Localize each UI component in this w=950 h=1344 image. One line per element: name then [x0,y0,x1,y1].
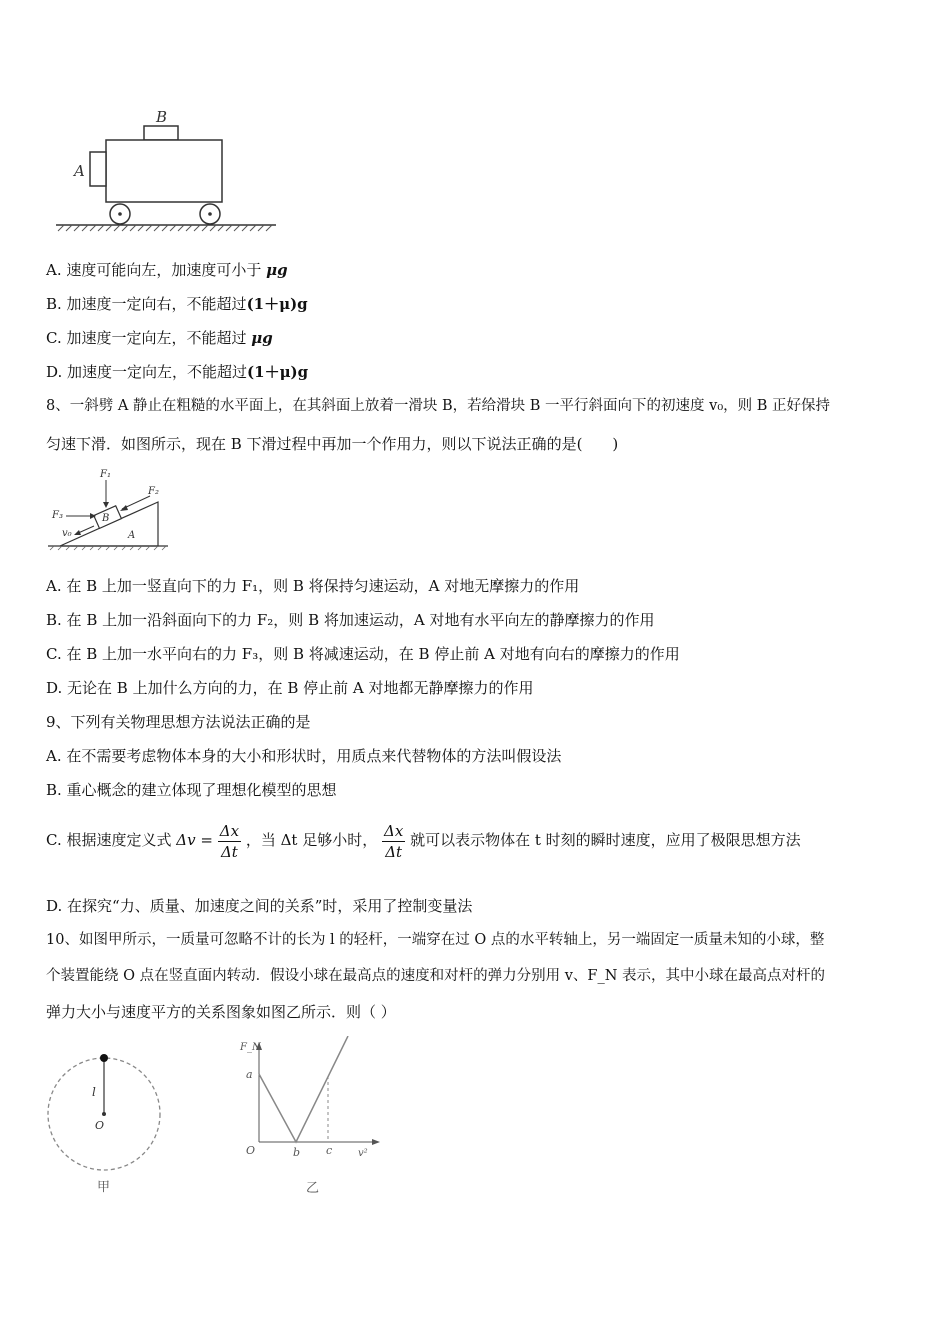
q7-option-c-math: μg [251,329,273,347]
incline-b-label: B [102,513,110,524]
q7-option-b-text: B. 加速度一定向右，不能超过 [46,295,247,313]
q9-option-c-mid: ，当 Δt 足够小时， [245,831,378,849]
q9-option-c-delta: Δ [176,831,188,849]
q9-option-c-frac2-num: Δx [384,821,404,840]
rod-caption: 甲 [97,1180,111,1195]
q9-option-c-frac2-den: Δt [385,842,403,861]
cart-label-a: A [74,162,85,180]
q7-option-c [46,328,273,348]
incline-f3-label: F₃ [52,510,63,521]
q7-option-b [46,294,308,314]
q7-option-a-math: μg [266,261,288,279]
q7-option-d-math: (1＋μ)g [247,363,309,381]
q7-option-b-math: (1＋μ)g [246,295,308,313]
q9-option-c-num: Δx [219,821,240,840]
q9-option-c-prefix: C. 根据速度定义式 [46,831,172,849]
q9-stem: 9、下列有关物理思想方法说法正确的是 [46,713,311,731]
incline-a-label: A [128,530,136,541]
q9-option-c-den: Δt [220,842,238,861]
graph-x-axis-label: v² [358,1148,368,1159]
rod-circle-figure [44,1048,170,1198]
incline-figure [46,466,171,552]
q7-option-c-text: C. 加速度一定向左，不能超过 [46,329,252,347]
q10-stem-line2: 个装置能绕 O 点在竖直面内转动．假设小球在最高点的速度和对杆的弹力分别用 v、F_N 表示，其中小球在最高点对杆的 [46,968,826,984]
q9-option-c [46,812,801,868]
graph-caption: 乙 [306,1181,320,1196]
cart-figure [48,100,278,240]
graph-a-label: a [246,1068,253,1081]
q9-option-c-equals: = [200,831,213,849]
graph-b-label: b [293,1146,301,1159]
incline-v0-label: v₀ [62,528,72,539]
q9-option-c-suffix: 就可以表示物体在 t 时刻的瞬时速度，应用了极限思想方法 [410,831,801,849]
rod-o-label: O [95,1119,105,1132]
q8-stem-line2: 匀速下滑．如图所示，现在 B 下滑过程中再加一个作用力，则以下说法正确的是( ) [46,435,619,453]
q8-option-c: C. 在 B 上加一水平向右的力 F₃，则 B 将减速运动，在 B 停止前 A 对地有向右的摩擦力的作用 [46,645,680,663]
q8-stem-line1: 8、一斜劈 A 静止在粗糙的水平面上，在其斜面上放着一滑块 B，若给滑块 B 一平行斜面向下的初速度 v₀，则 B 正好保持 [46,398,831,414]
force-speed-graph [230,1036,386,1198]
incline-f1-label: F₁ [100,469,111,480]
q7-option-a [46,260,288,280]
graph-c-label: c [326,1144,333,1157]
q8-option-d: D. 无论在 B 上加什么方向的力，在 B 停止前 A 对地都无静摩擦力的作用 [46,679,534,697]
q9-option-a: A. 在不需要考虑物体本身的大小和形状时，用质点来代替物体的方法叫假设法 [46,747,562,765]
q10-stem-line1: 10、如图甲所示，一质量可忽略不计的长为 l 的轻杆，一端穿在过 O 点的水平转轴上，另一端固定一质量未知的小球，整 [46,932,825,948]
q10-stem-line3: 弹力大小与速度平方的关系图象如图乙所示．则（ ） [46,1003,396,1021]
q9-option-c-fraction [218,821,241,862]
graph-origin-label: O [246,1144,256,1157]
q9-option-d: D. 在探究“力、质量、加速度之间的关系”时，采用了控制变量法 [46,897,473,915]
q9-option-b: B. 重心概念的建立体现了理想化模型的思想 [46,781,337,799]
q8-option-b: B. 在 B 上加一沿斜面向下的力 F₂，则 B 将加速运动，A 对地有水平向左的静摩擦力的作用 [46,611,655,629]
rod-l-label: l [92,1085,96,1099]
q9-option-c-fraction2 [382,821,405,862]
q9-option-c-lhs: v [187,831,196,849]
cart-label-b: B [156,108,168,126]
graph-y-axis-label: F_N [240,1042,261,1053]
q8-option-a: A. 在 B 上加一竖直向下的力 F₁，则 B 将保持匀速运动，A 对地无摩擦力的作用 [46,577,580,595]
q7-option-d [46,362,308,382]
q7-option-a-text: A. 速度可能向左，加速度可小于 [46,261,267,279]
incline-f2-label: F₂ [148,486,159,497]
q7-option-d-text: D. 加速度一定向左，不能超过 [46,363,248,381]
